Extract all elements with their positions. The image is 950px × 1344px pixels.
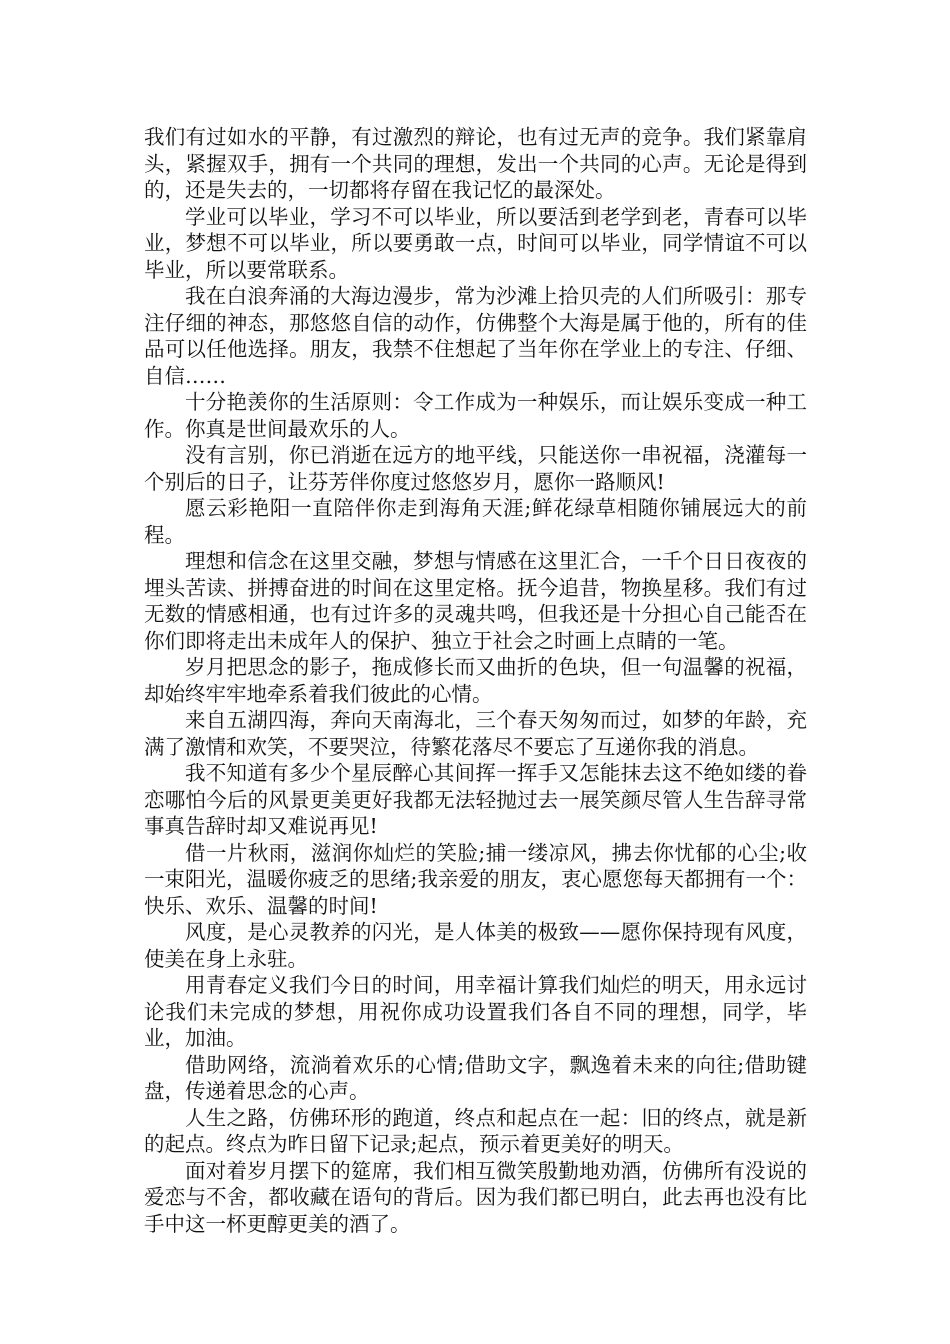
paragraph-4: 十分艳羡你的生活原则：令工作成为一种娱乐，而让娱乐变成一种工作。你真是世间最欢乐的人。: [144, 390, 807, 441]
paragraph-14: 借助网络，流淌着欢乐的心情;借助文字，飘逸着未来的向往;借助键盘，传递着思念的心声。: [144, 1052, 807, 1103]
paragraph-12: 风度，是心灵教养的闪光，是人体美的极致——愿你保持现有风度，使美在身上永驻。: [144, 920, 807, 971]
paragraph-2: 学业可以毕业，学习不可以毕业，所以要活到老学到老，青春可以毕业，梦想不可以毕业，所以要勇敢一点，时间可以毕业，同学情谊不可以毕业，所以要常联系。: [144, 204, 807, 282]
paragraph-11: 借一片秋雨，滋润你灿烂的笑脸;捕一缕凉风，拂去你忧郁的心尘;收一束阳光，温暖你疲乏的思绪;我亲爱的朋友，衷心愿您每天都拥有一个：快乐、欢乐、温馨的时间!: [144, 840, 807, 918]
paragraph-8: 岁月把思念的影子，拖成修长而又曲折的色块，但一句温馨的祝福，却始终牢牢地牵系着我们彼此的心情。: [144, 655, 807, 706]
paragraph-5: 没有言别，你已消逝在远方的地平线，只能送你一串祝福，浇灌每一个别后的日子，让芬芳伴你度过悠悠岁月，愿你一路顺风!: [144, 443, 807, 494]
paragraph-10: 我不知道有多少个星辰醉心其间挥一挥手又怎能抹去这不绝如缕的眷恋哪怕今后的风景更美更好我都无法轻抛过去一展笑颜尽管人生告辞寻常事真告辞时却又难说再见!: [144, 761, 807, 838]
document-body: [144, 124, 807, 1237]
paragraph-6: 愿云彩艳阳一直陪伴你走到海角天涯;鲜花绿草相随你铺展远大的前程。: [144, 496, 807, 547]
paragraph-3: 我在白浪奔涌的大海边漫步，常为沙滩上拾贝壳的人们所吸引：那专注仔细的神态，那悠悠自信的动作，仿佛整个大海是属于他的，所有的佳品可以任他选择。朋友，我禁不住想起了当年你在学业上的专注、仔细、自信……: [144, 284, 807, 388]
paragraph-15: 人生之路，仿佛环形的跑道，终点和起点在一起：旧的终点，就是新的起点。终点为昨日留下记录;起点，预示着更美好的明天。: [144, 1105, 807, 1156]
paragraph-1: 我们有过如水的平静，有过激烈的辩论，也有过无声的竞争。我们紧靠肩头，紧握双手，拥有一个共同的理想，发出一个共同的心声。无论是得到的，还是失去的，一切都将存留在我记忆的最深处。: [144, 125, 807, 202]
paragraph-7: 理想和信念在这里交融，梦想与情感在这里汇合，一千个日日夜夜的埋头苦读、拼搏奋进的时间在这里定格。抚今追昔，物换星移。我们有过无数的情感相通，也有过许多的灵魂共鸣，但我还是十分担心自己能否在你们即将走出未成年人的保护、独立于社会之时画上点睛的一笔。: [144, 549, 807, 653]
paragraph-16: 面对着岁月摆下的筵席，我们相互微笑殷勤地劝酒，仿佛所有没说的爱恋与不舍，都收藏在语句的背后。因为我们都已明白，此去再也没有比手中这一杯更醇更美的酒了。: [144, 1158, 807, 1236]
paragraph-13: 用青春定义我们今日的时间，用幸福计算我们灿烂的明天，用永远讨论我们未完成的梦想，用祝你成功设置我们各自不同的理想，同学，毕业，加油。: [144, 973, 807, 1050]
paragraph-9: 来自五湖四海，奔向天南海北，三个春天匆匆而过，如梦的年龄，充满了激情和欢笑，不要哭泣，待繁花落尽不要忘了互递你我的消息。: [144, 708, 807, 759]
